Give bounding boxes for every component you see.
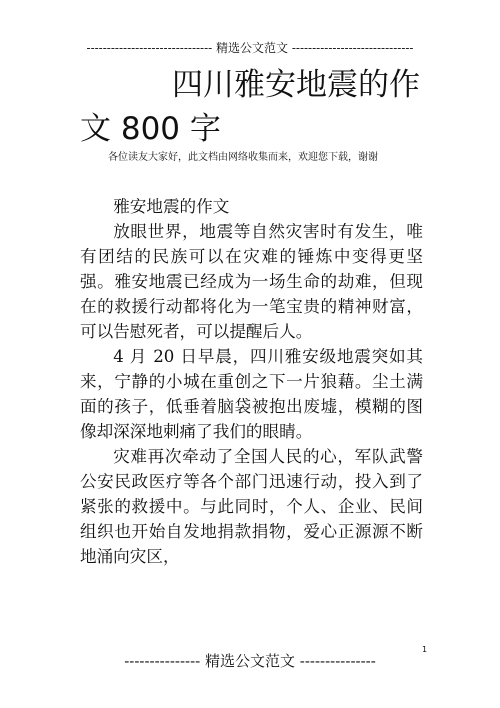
page-header: ------------------------------- 精选公文范文 ------------------------------: [86, 41, 414, 55]
download-notice: 各位读友大家好，此文档由网络收集而来，欢迎您下载，谢谢: [108, 152, 378, 163]
title-line-2: 文 800 字: [80, 111, 221, 147]
document-title: [80, 63, 480, 151]
paragraph-3: 灾难再次牵动了全国人民的心，军队武警公安民政医疗等各个部门迅速行动，投入到了紧张的救援中。与此同时，个人、企业、民间组织也开始自发地捐款捐物，爱心正源源不断地涌向灾区，: [80, 447, 423, 566]
essay-heading: 雅安地震的作文: [113, 197, 230, 216]
paragraph-1: 放眼世界，地震等自然灾害时有发生，唯有团结的民族可以在灾难的锤炼中变得更坚强。雅安地震已经成为一场生命的劫难，但现在的救援行动都将化为一笔宝贵的精神财富， 可以告慰死者，可以提醒后人。: [80, 222, 423, 341]
essay-body: [80, 194, 423, 569]
paragraph-2: 4 月 20 日早晨，四川雅安级地震突如其来，宁静的小城在重创之下一片狼藉。尘土满面的孩子，低垂着脑袋被抱出废墟，模糊的图像却深深地刺痛了我们的眼睛。: [80, 347, 423, 441]
page-number: 1: [422, 645, 428, 654]
page-footer: --------------- 精选公文范文 ---------------: [124, 652, 376, 670]
title-line-1: 四川雅安地震的作: [172, 67, 420, 103]
